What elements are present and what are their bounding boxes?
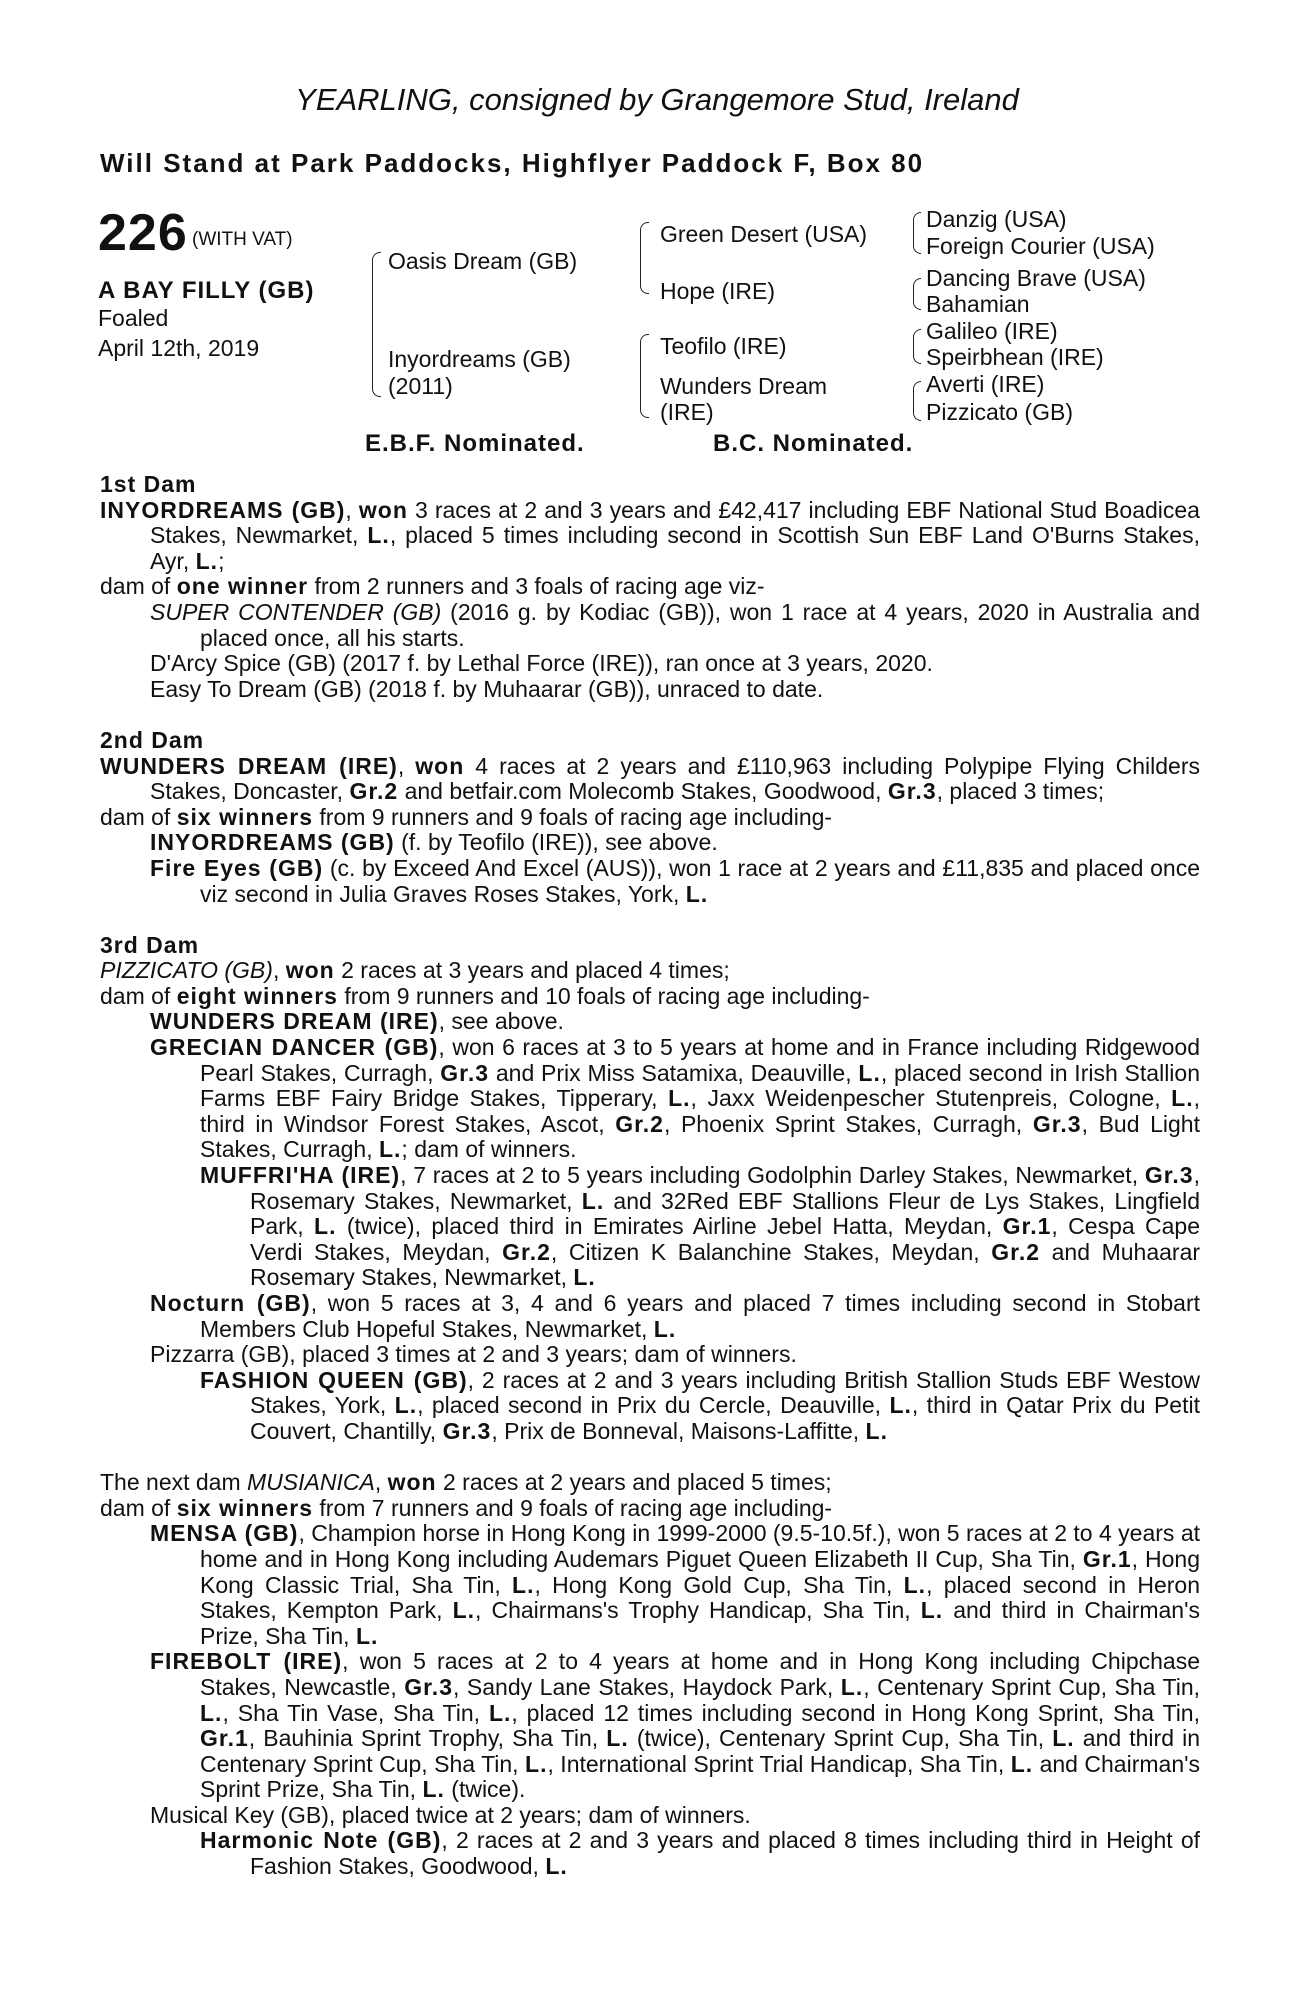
- bc-nominated: B.C. Nominated.: [713, 430, 914, 457]
- pedigree-dam-dam: Wunders Dream: [660, 373, 828, 399]
- produce-entry: MENSA (GB), Champion horse in Hong Kong in 1999-2000 (9.5-10.5f.), won 5 races at 2 to 4 years at home and in Hong Kong including Audemars Piguet Queen Elizabeth II Cup, Sha Tin, Gr.1, Hong Kong Classic Trial, Sha Tin, L., Hong Kong Gold Cup, Sha Tin, L., placed second in Heron Stakes, Kempton Park, L., Chairmans's Trophy Handicap, Sha Tin, L. and third in Chairman's Prize, Sha Tin, L.: [150, 1520, 1201, 1649]
- third-dam-heading: 3rd Dam: [100, 931, 200, 958]
- first-dam-heading: 1st Dam: [100, 471, 197, 497]
- produce-entry: D'Arcy Spice (GB) (2017 f. by Lethal Force (IRE)), ran once at 3 years, 2020.: [150, 650, 933, 677]
- pedigree-dam-sire: Teofilo (IRE): [660, 333, 787, 359]
- produce-entry: WUNDERS DREAM (IRE), see above.: [150, 1008, 564, 1035]
- first-dam-record: INYORDREAMS (GB), won 3 races at 2 and 3 years and £42,417 including EBF National Stud Boadicea Stakes, Newmarket, L., placed 5 times including second in Scottish Sun EBF Land O'Burns Stakes, Ayr, L.;: [100, 496, 1200, 574]
- produce-entry: Musical Key (GB), placed twice at 2 years; dam of winners.: [150, 1801, 751, 1828]
- pedigree-dam: Inyordreams (GB): [388, 346, 571, 372]
- produce-entry: Nocturn (GB), won 5 races at 3, 4 and 6 years and placed 7 times including second in Stobart Members Club Hopeful Stakes, Newmarket, L.: [150, 1290, 1200, 1342]
- pedigree-gg-6: Speirbhean (IRE): [926, 344, 1104, 370]
- vat-note: (WITH VAT): [192, 229, 293, 250]
- second-dam-record: WUNDERS DREAM (IRE), won 4 races at 2 years and £110,963 including Polypipe Flying Childers Stakes, Doncaster, Gr.2 and betfair.com Molecomb Stakes, Goodwood, Gr.3, placed 3 times;: [100, 752, 1200, 805]
- pedigree-gg-3: Dancing Brave (USA): [926, 265, 1146, 291]
- next-dam-produce-summary: dam of six winners from 7 runners and 9 foals of racing age including-: [100, 1494, 833, 1521]
- produce-entry: INYORDREAMS (GB) (f. by Teofilo (IRE)), see above.: [150, 829, 718, 856]
- next-dam-record: The next dam MUSIANICA, won 2 races at 2 years and placed 5 times;: [100, 1469, 832, 1496]
- pedigree-sire-sire: Green Desert (USA): [660, 221, 868, 247]
- produce-entry: SUPER CONTENDER (GB) (2016 g. by Kodiac (GB)), won 1 race at 4 years, 2020 in Australia and placed once, all his starts.: [150, 598, 1200, 651]
- pedigree-brace: [372, 252, 381, 397]
- pedigree-gg-5: Galileo (IRE): [926, 318, 1058, 344]
- pedigree-sire-dam: Hope (IRE): [660, 278, 776, 304]
- stand-location: Will Stand at Park Paddocks, Highflyer Paddock F, Box 80: [100, 148, 925, 178]
- horse-name: A BAY FILLY (GB): [98, 277, 315, 304]
- pedigree-gg-2: Foreign Courier (USA): [926, 233, 1155, 259]
- third-dam-produce-summary: dam of eight winners from 9 runners and 10 foals of racing age including-: [100, 982, 870, 1009]
- produce-entry: FASHION QUEEN (GB), 2 races at 2 and 3 years including British Stallion Studs EBF Westow Stakes, York, L., placed second in Prix du Cercle, Deauville, L., third in Qatar Prix du Petit Couvert, Chantilly, Gr.3, Prix de Bonneval, Maisons-Laffitte, L.: [200, 1366, 1201, 1444]
- pedigree-brace: [913, 381, 921, 421]
- produce-entry: Easy To Dream (GB) (2018 f. by Muhaarar (GB)), unraced to date.: [150, 675, 824, 702]
- pedigree-gg-4: Bahamian: [926, 291, 1030, 317]
- ebf-nominated: E.B.F. Nominated.: [365, 430, 585, 457]
- pedigree-sire: Oasis Dream (GB): [388, 248, 578, 274]
- foaled-date: April 12th, 2019: [98, 335, 260, 361]
- produce-entry: GRECIAN DANCER (GB), won 6 races at 3 to 5 years at home and in France including Ridgewood Pearl Stakes, Curragh, Gr.3 and Prix Miss Satamixa, Deauville, L., placed second in Irish Stallion Farms EBF Fairy Bridge Stakes, Tipperary, L., Jaxx Weidenpescher Stutenpreis, Cologne, L., third in Windsor Forest Stakes, Ascot, Gr.2, Phoenix Sprint Stakes, Curragh, Gr.3, Bud Light Stakes, Curragh, L.; dam of winners.: [150, 1034, 1200, 1163]
- produce-entry: Pizzarra (GB), placed 3 times at 2 and 3 years; dam of winners.: [150, 1341, 797, 1368]
- produce-entry: Harmonic Note (GB), 2 races at 2 and 3 years and placed 8 times including third in Height of Fashion Stakes, Goodwood, L.: [200, 1827, 1200, 1880]
- pedigree-brace: [913, 212, 921, 254]
- foaled-label: Foaled: [98, 305, 169, 331]
- produce-entry: Fire Eyes (GB) (c. by Exceed And Excel (AUS)), won 1 race at 2 years and £11,835 and placed once viz second in Julia Graves Roses Stakes, York, L.: [150, 854, 1200, 907]
- third-dam-record: PIZZICATO (GB), won 2 races at 3 years and placed 4 times;: [100, 957, 730, 984]
- lot-number: 226: [98, 204, 188, 262]
- pedigree-brace: [640, 334, 649, 418]
- second-dam-produce-summary: dam of six winners from 9 runners and 9 foals of racing age including-: [100, 803, 833, 830]
- catalogue-subtitle: YEARLING, consigned by Grangemore Stud, Ireland: [295, 82, 1019, 117]
- pedigree-gg-1: Danzig (USA): [926, 206, 1067, 232]
- pedigree-brace: [913, 329, 921, 364]
- pedigree-brace: [913, 278, 921, 310]
- pedigree-brace: [640, 222, 649, 294]
- pedigree-dam-dam-origin: (IRE): [660, 399, 714, 425]
- produce-entry: MUFFRI'HA (IRE), 7 races at 2 to 5 years including Godolphin Darley Stakes, Newmarket, Gr.3, Rosemary Stakes, Newmarket, L. and 32Red EBF Stallions Fleur de Lys Stakes, Lingfield Park, L. (twice), placed third in Emirates Airline Jebel Hatta, Meydan, Gr.1, Cespa Cape Verdi Stakes, Meydan, Gr.2, Citizen K Balanchine Stakes, Meydan, Gr.2 and Muhaarar Rosemary Stakes, Newmarket, L.: [200, 1162, 1201, 1291]
- produce-entry: FIREBOLT (IRE), won 5 races at 2 to 4 years at home and in Hong Kong including Chipchase Stakes, Newcastle, Gr.3, Sandy Lane Stakes, Haydock Park, L., Centenary Sprint Cup, Sha Tin, L., Sha Tin Vase, Sha Tin, L., placed 12 times including second in Hong Kong Sprint, Sha Tin, Gr.1, Bauhinia Sprint Trophy, Sha Tin, L. (twice), Centenary Sprint Cup, Sha Tin, L. and third in Centenary Sprint Cup, Sha Tin, L., International Sprint Trial Handicap, Sha Tin, L. and Chairman's Sprint Prize, Sha Tin, L. (twice).: [150, 1648, 1201, 1803]
- produce-record: [100, 472, 1200, 1880]
- pedigree-gg-8: Pizzicato (GB): [926, 399, 1073, 425]
- pedigree-gg-7: Averti (IRE): [926, 371, 1045, 397]
- first-dam-produce-summary: dam of one winner from 2 runners and 3 foals of racing age viz-: [100, 573, 765, 600]
- second-dam-heading: 2nd Dam: [100, 726, 205, 753]
- pedigree-dam-year: (2011): [388, 373, 453, 399]
